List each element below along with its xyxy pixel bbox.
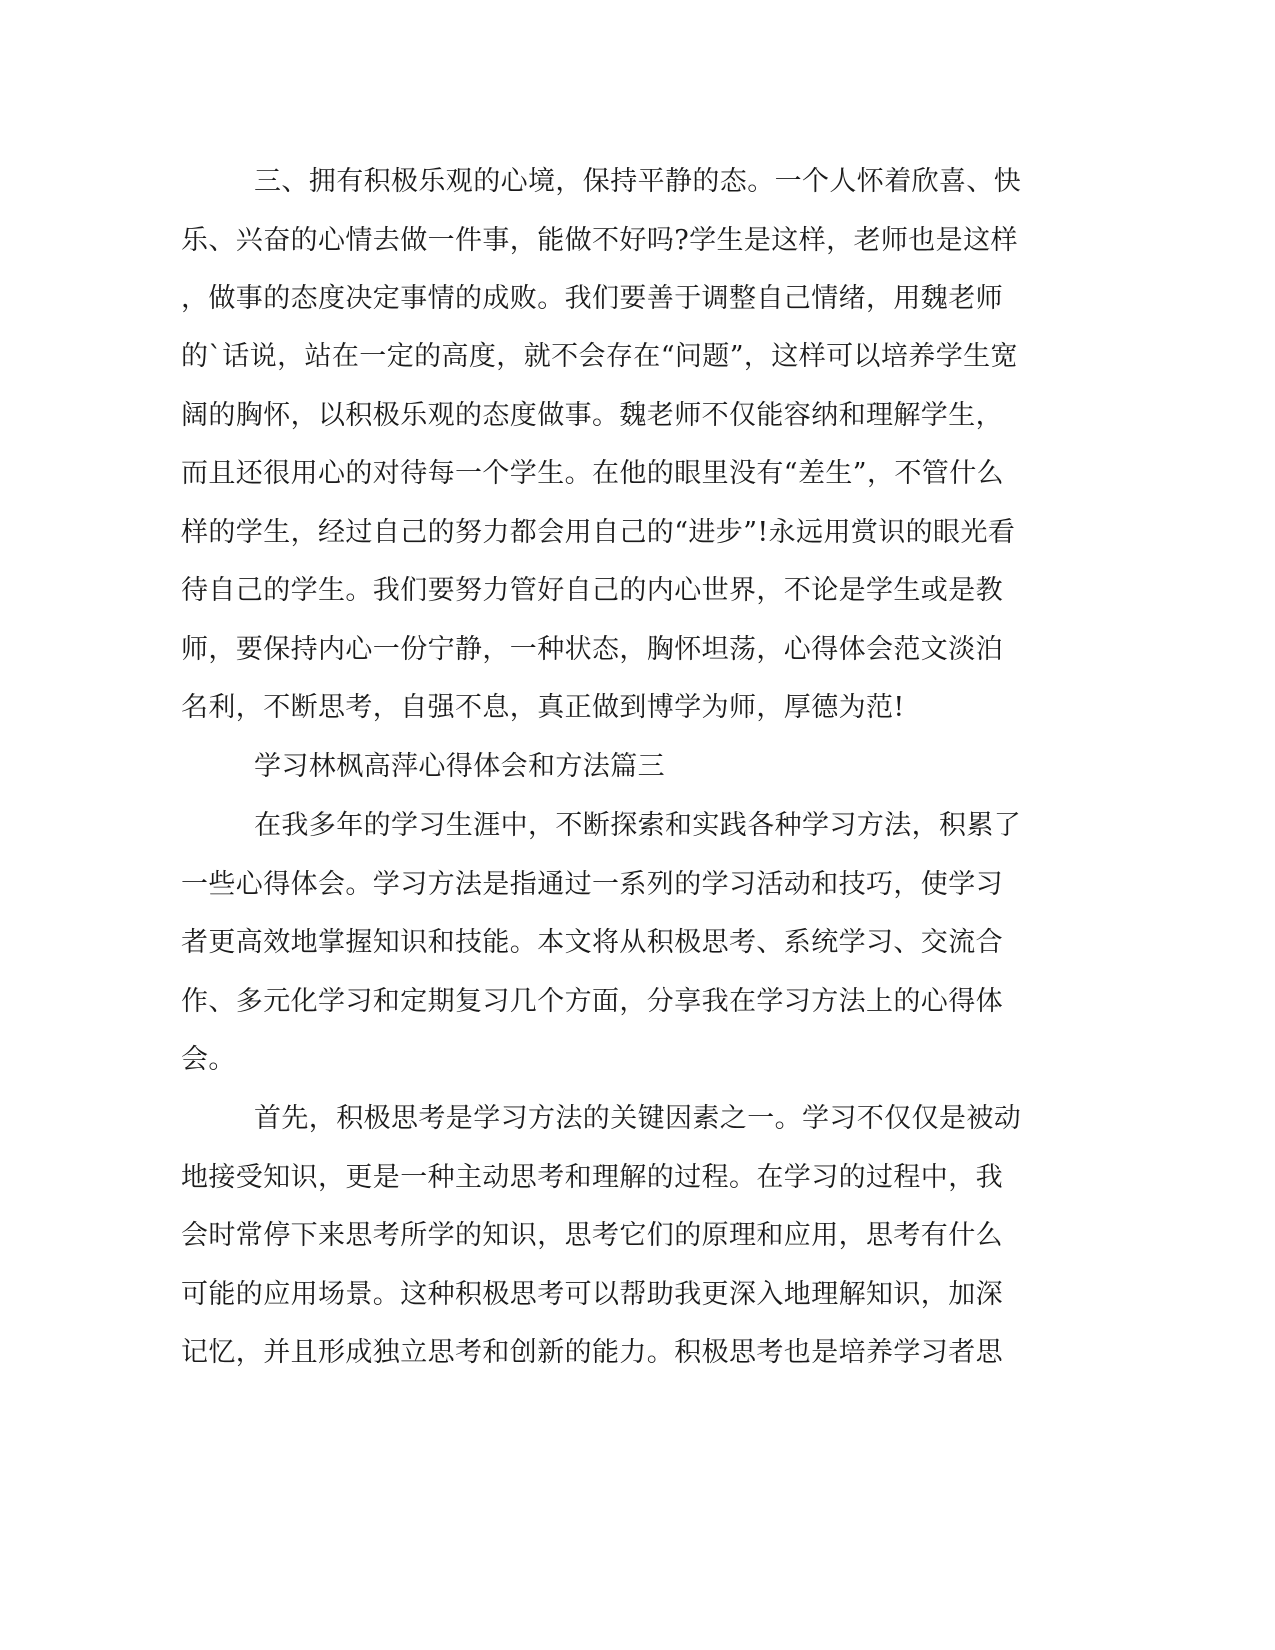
paragraph-line: 会。 xyxy=(181,1044,236,1075)
paragraph-line: 的`话说，站在一定的高度，就不会存在“问题”，这样可以培养学生宽 xyxy=(181,341,1018,372)
paragraph-line: 名利，不断思考，自强不息，真正做到博学为师，厚德为范! xyxy=(181,692,905,723)
paragraph-line: 样的学生，经过自己的努力都会用自己的“进步”!永远用赏识的眼光看 xyxy=(181,517,1016,548)
paragraph-line: 会时常停下来思考所学的知识，思考它们的原理和应用，思考有什么 xyxy=(181,1220,1003,1251)
paragraph-line: 乐、兴奋的心情去做一件事，能做不好吗?学生是这样，老师也是这样 xyxy=(181,225,1018,256)
section-heading: 学习林枫高萍心得体会和方法篇三 xyxy=(254,751,665,782)
paragraph-line: 首先，积极思考是学习方法的关键因素之一。学习不仅仅是被动 xyxy=(254,1103,1022,1134)
paragraph-line: 记忆，并且形成独立思考和创新的能力。积极思考也是培养学习者思 xyxy=(181,1337,1003,1368)
paragraph-line: 可能的应用场景。这种积极思考可以帮助我更深入地理解知识，加深 xyxy=(181,1279,1003,1310)
paragraph-line: 待自己的学生。我们要努力管好自己的内心世界，不论是学生或是教 xyxy=(181,575,1003,606)
paragraph-line: ，做事的态度决定事情的成败。我们要善于调整自己情绪，用魏老师 xyxy=(181,283,1003,314)
paragraph-line: 者更高效地掌握知识和技能。本文将从积极思考、系统学习、交流合 xyxy=(181,927,1003,958)
paragraph-line: 师，要保持内心一份宁静，一种状态，胸怀坦荡，心得体会范文淡泊 xyxy=(181,634,1003,665)
paragraph-line: 一些心得体会。学习方法是指通过一系列的学习活动和技巧，使学习 xyxy=(181,869,1003,900)
paragraph-line: 地接受知识，更是一种主动思考和理解的过程。在学习的过程中，我 xyxy=(181,1162,1003,1193)
paragraph-line: 在我多年的学习生涯中，不断探索和实践各种学习方法，积累了 xyxy=(254,810,1022,841)
paragraph-line: 阔的胸怀，以积极乐观的态度做事。魏老师不仅能容纳和理解学生， xyxy=(181,400,1003,431)
paragraph-line: 作、多元化学习和定期复习几个方面，分享我在学习方法上的心得体 xyxy=(181,986,1003,1017)
paragraph-line: 三、拥有积极乐观的心境，保持平静的态。一个人怀着欣喜、快 xyxy=(254,166,1022,197)
paragraph-line: 而且还很用心的对待每一个学生。在他的眼里没有“差生”，不管什么 xyxy=(181,458,1005,489)
